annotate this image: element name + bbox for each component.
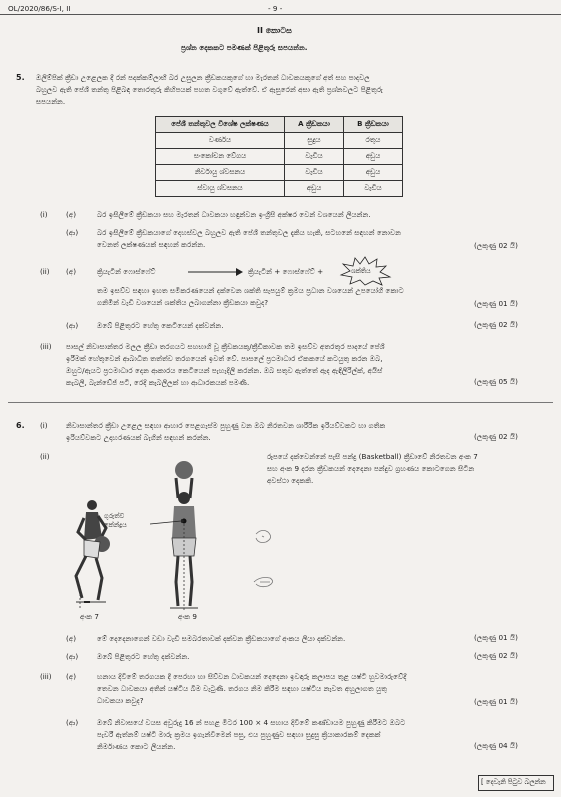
q6-ii-line2: සහ අංක 9 දරන ක්‍රීඩකයන් දෙදෙනා පන්දුව ග්‍රහණය කොටගෙන සිටින [267,464,475,473]
q6-iia-label: (අ) [66,634,77,643]
table-cell: වැඩිය [285,149,344,165]
q5-iaa-line1: බර ඉසිලීමේ ක්‍රීඩකයාගේ දෙහස්වල බහුලව ඇති පේශී තන්තුවල දැකිය හැකි, සටහනේ සඳහන් නොවන [97,228,401,237]
q5-intro-line3: සපයන්න. [36,97,66,106]
eq-energy: ශක්තිය [351,267,371,275]
q5-iia-marks: (ලකුණු 01 යි) [474,299,518,308]
q5-iib-text: ඔබේ පිළිතුරට හේතු කෙටියෙන් දක්වන්න. [97,321,224,330]
q6-i-marks: (ලකුණු 02 යි) [474,432,518,441]
q6-iiia-label: (අ) [66,672,77,681]
q6-iia-text: මේ දෙදෙනාගෙන් වඩා වැඩි සමබරතාවක් දක්වන ක්‍රීඩකයාගේ අංකය ලියා දක්වන්න. [97,634,346,643]
eq-left: ක්‍රියැටින් ෆොස්ෆේට් [97,267,156,276]
basketball-players-figure [62,458,242,618]
q5-iaa-line2: වෙනත් ලක්ෂණයක් සඳහන් කරන්න. [97,240,206,249]
q5-iia-label: (අ) [66,267,77,276]
footer-note: [ දෙවැනි පිටුව බලන්න [481,778,546,786]
q6-ii-line3: අවස්ථා දෙකකි. [267,476,314,485]
q5-iii-label: (iii) [40,342,52,351]
q6-iiia-marks: (ලකුණු 01 යි) [474,697,518,706]
table-cell: නිර්වායු ශ්වසනය [156,165,285,181]
q6-i-label: (i) [40,421,48,430]
table-row [156,149,403,165]
q6-ii-label: (ii) [40,452,50,461]
cg-label-line2: කේන්ද්‍රය [104,521,127,529]
q5-iia-line3: ගනිමින් වැඩි වශයෙන් ශක්තිය ලබාගන්නා ක්‍රීඩකයා කවුද? [97,298,269,307]
eq-mid: ක්‍රියැටින් + ෆොස්ෆේට් + [248,267,324,276]
page-number: - 9 - [268,4,283,13]
q5-number: 5. [16,73,25,82]
q5-iaa-label: (ආ) [66,228,79,237]
q5-iaa-marks: (ලකුණු 02 යි) [474,241,518,250]
reaction-arrow-icon [186,266,244,278]
q6-iiib-line1: ඔබේ නිවාසයේ වයස අවුරුදු 16 න් පහළ මීටර 100 × 4 සහාය දිවීමේ කණ්ඩායම පුහුණු කිරීමට ඔබට [97,718,406,727]
q6-iiib-label: (ආ) [66,718,79,727]
table-row [156,181,403,197]
table-cell: අඩුය [344,165,403,181]
q5-intro-line1: ඔලිම්පික් ක්‍රීඩා උළෙලක දී රන් පදක්කම්ලාභී බර උසුලන ක්‍රීඩකයකුගේ හා මැරතන් ධාවකයකුගේ අත් සහ පාදවල [36,73,370,82]
table-cell: වර්ණය [156,133,285,149]
player-7-label: අංක 7 [80,612,99,621]
table-cell: අඩුය [344,149,403,165]
table-cell: වැඩිය [344,181,403,197]
q6-iib-text: ඔබේ පිළිතුරට හේතු දක්වන්න. [97,652,190,661]
q6-iiia-line2: තෙවන ධාවකයා අතින් යෂ්ටිය බිම වැටුණි. තරගය නිම කිරීම සඳහා යෂ්ටිය නැවත අහුලාගත යුතු [97,684,387,693]
section-instruction: ප්‍රශ්න දෙකකට පමණක් පිළිතුරු සපයන්න. [181,43,308,52]
q6-iii-label: (iii) [40,672,52,681]
q5-iii-line1: පාසල් නිවාසාන්තර මලල ක්‍රීඩා තරගයට සහභාගි වූ ක්‍රීඩකයකු/ක්‍රීඩිකාවක තම ඉසව්ව අතරතුර පාදයේ පේශී [66,342,385,351]
q5-iii-line3: ඔහුට/ඇයට ප්‍රථමාධාර දෙන ආකාරය කෙටියෙන් පැහැදිලි කරන්න. ඔබ සතුව ඇත්තේ ඇද ඇඳිලිරිල්ක්, අයිස් [66,366,383,375]
handwritten-marks [248,520,288,600]
q5-intro-line2: බහුලව ඇති පේශී තන්තු පිළිබඳ තොරතුරු කිහිපයක් පහත වගුවේ ඇත්වේ. ඒ ඇසුරෙන් අසා ඇති ප්‍රශ්නවලට පිළිතුරු [36,85,383,94]
q6-i-line1: නිවාසාන්තර ක්‍රීඩා උළෙල සඳහා ආහාර පෙළගැස්ම පුහුණු වන ඔබ නිරතවන ශාරීරික ඉරියව්වකට හා ගතික [66,421,386,430]
table-cell: රතුය [344,133,403,149]
q5-iib-marks: (ලකුණු 02 යි) [474,320,518,329]
q6-number: 6. [16,421,25,430]
table-row [156,165,403,181]
player-9-figure [170,478,198,610]
section-title: II කොටස [257,26,292,35]
table-header-feature: පේශී තන්තුවල විශේෂ ලක්ෂණය [156,117,285,133]
table-cell: සංකෝචන වේගය [156,149,285,165]
q5-ia-label: (අ) [66,210,77,219]
q6-iiib-marks: (ලකුණු 04 යි) [474,741,518,750]
q5-ia-text: බර ඉසිලීමේ ක්‍රීඩකයා සහ මැරතන් ධාවකයා හඳුන්වන ඉංග්‍රීසි අක්ෂර වෙන් වශයෙන් ලියන්න. [97,210,371,219]
player-9-label: අංක 9 [178,612,197,621]
table-header-a: A ක්‍රීඩකයා [285,117,344,133]
header-rule [0,14,561,15]
table-header-row [156,117,403,133]
q5-iia-line2: තම ඉසව්ව සඳහා ඉහත සමීකරණයෙන් දක්වෙන ශක්ති සැපයුම් ක්‍රමය ප්‍රධාන වශයෙන් උපයෝගී කොට [97,286,404,295]
paper-code: OL/2020/86/S-I, II [8,4,71,13]
q5-iib-label: (ආ) [66,321,79,330]
q6-iiia-line1: හනාය දිවීමේ තරගයක දී පෙරහා හා සිව්වන ධාවකයන් දෙදෙනා ඉවඳාරු කලාපය තුළ යෂ්ටි හුවමාරුවේදී [97,672,407,681]
q6-iib-label: (ආ) [66,652,79,661]
q5-iii-line4: කැබලි, බැන්ඩේජ් පටි, රෙදි කැබලිලක් හා ආධාරකයක් පමණි. [66,378,250,387]
table-cell: වැඩිය [285,165,344,181]
q6-iia-marks: (ලකුණු 01 යි) [474,633,518,642]
cg-label-line1: ගුරුත්ව [104,512,125,520]
table-row [156,133,403,149]
q5-i-label: (i) [40,210,48,219]
muscle-fibre-table [155,116,403,197]
q6-iib-marks: (ලකුණු 02 යි) [474,651,518,660]
table-cell: අඩුය [285,181,344,197]
table-cell: ස්වායු ශ්වසනය [156,181,285,197]
q6-iiia-line3: ධාවකයා කවුද? [97,696,144,705]
q6-iiib-line2: පැවරී ඇත්නම් යෂ්ටි මාරු ක්‍රමය ඉගැන්වීමෙන් පසු, එය පුහුණුව සඳහා සුදුසු ක්‍රියාකාරකම් දෙකක් [97,730,381,739]
q5-iii-line2: ඉරීමක් හේතුවෙන් ආබාධිත තත්ත්ව තරගයෙන් ඉවත් වේ. පාසලේ ප්‍රථමාධාර ඒකකයේ කටයුතු කරන ඔබ, [66,354,383,363]
q5-iii-marks: (ලකුණු 05 යි) [474,377,518,386]
q5-ii-label: (ii) [40,267,50,276]
q6-i-line2: ඉරියව්වකට උදාහරණයක් බැගින් සඳහන් කරන්න. [66,433,211,442]
q6-iiib-line3: නිර්මාණය කොට ලියන්න. [97,742,176,751]
basketball-icon [175,461,193,479]
question-separator [8,402,553,403]
q6-ii-line1: රූපයේ දක්වෙන්නේ පැසි පන්දු (Basketball) ක්‍රීඩාවේ නිරතවන අංක 7 [267,452,478,461]
table-cell: සුදුය [285,133,344,149]
table-header-b: B ක්‍රීඩකයා [344,117,403,133]
